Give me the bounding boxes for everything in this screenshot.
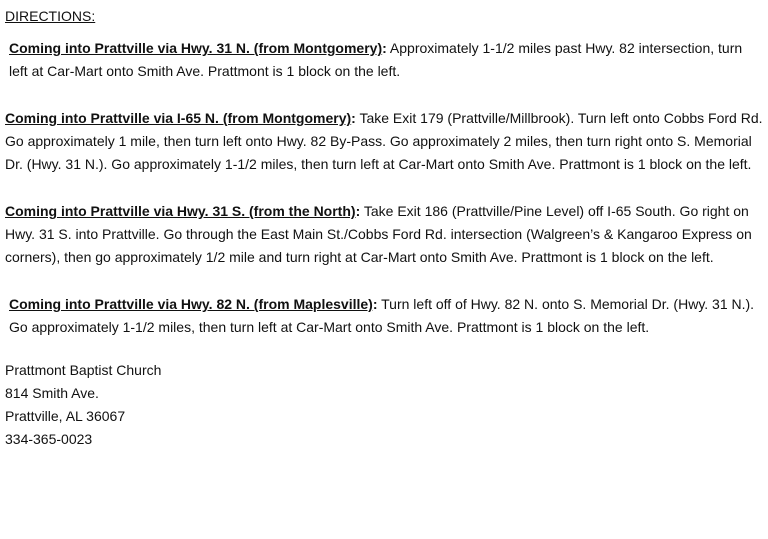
section-title: Coming into Prattville via I-65 N. (from Montgomery) <box>5 110 352 126</box>
direction-section-hwy31n: Coming into Prattville via Hwy. 31 N. (from Montgomery): Approximately 1-1/2 miles past Hwy. 82 intersection, turn left at Car-Mart onto Smith Ave. Prattmont is 1 block on the left. <box>9 40 743 79</box>
directions-heading: DIRECTIONS: <box>5 8 96 24</box>
church-name: Prattmont Baptist Church <box>5 362 162 378</box>
section-text: Take Exit 186 (Prattville/Pine Level) off I-65 South. Go right on Hwy. 31 S. into Prattville. Go through the East Main St./Cobbs Ford Rd. intersection (Walgreen’s & Kangaroo Express on corners), then go approximately 1/2 mile and turn right at Car-Mart onto Smith Ave. Prattmont is 1 block on the left. <box>5 203 752 265</box>
church-phone: 334-365-0023 <box>5 431 93 447</box>
church-street: 814 Smith Ave. <box>5 385 99 401</box>
section-title: Coming into Prattville via Hwy. 82 N. (from Maplesville) <box>9 296 373 312</box>
section-text: Approximately 1-1/2 miles past Hwy. 82 intersection, turn left at Car-Mart onto Smith Ave. Prattmont is 1 block on the left. <box>9 40 743 79</box>
section-title: Coming into Prattville via Hwy. 31 S. (from the North) <box>5 203 356 219</box>
church-address <box>5 359 763 451</box>
direction-section-i65n: Coming into Prattville via I-65 N. (from Montgomery): Take Exit 179 (Prattville/Millbrook). Turn left onto Cobbs Ford Rd. Go approximately 1 mile, then turn left onto Hwy. 82 By-Pass. Go approximately 2 miles, then turn right onto S. Memorial Dr. (Hwy. 31 N.). Go approximately 1-1/2 miles, then turn left at Car-Mart onto Smith Ave. Prattmont is 1 block on the left. <box>5 110 763 172</box>
direction-section-hwy82n: Coming into Prattville via Hwy. 82 N. (from Maplesville): Turn left off of Hwy. 82 N. onto S. Memorial Dr. (Hwy. 31 N.). Go approximately 1-1/2 miles, then turn left at Car-Mart onto Smith Ave. Prattmont is 1 block on the left. <box>9 296 755 335</box>
section-text: Turn left off of Hwy. 82 N. onto S. Memorial Dr. (Hwy. 31 N.). Go approximately 1-1/2 miles, then turn left at Car-Mart onto Smith Ave. Prattmont is 1 block on the left. <box>9 296 755 335</box>
directions-document <box>5 5 763 451</box>
direction-section-hwy31s: Coming into Prattville via Hwy. 31 S. (from the North): Take Exit 186 (Prattville/Pine Level) off I-65 South. Go right on Hwy. 31 S. into Prattville. Go through the East Main St./Cobbs Ford Rd. intersection (Walgreen’s & Kangaroo Express on corners), then go approximately 1/2 mile and turn right at Car-Mart onto Smith Ave. Prattmont is 1 block on the left. <box>5 203 752 265</box>
section-title: Coming into Prattville via Hwy. 31 N. (from Montgomery) <box>9 40 383 56</box>
church-city: Prattville, AL 36067 <box>5 408 126 424</box>
section-text: Take Exit 179 (Prattville/Millbrook). Turn left onto Cobbs Ford Rd. Go approximately 1 mile, then turn left onto Hwy. 82 By-Pass. Go approximately 2 miles, then turn right onto S. Memorial Dr. (Hwy. 31 N.). Go approximately 1-1/2 miles, then turn left at Car-Mart onto Smith Ave. Prattmont is 1 block on the left. <box>5 110 763 172</box>
